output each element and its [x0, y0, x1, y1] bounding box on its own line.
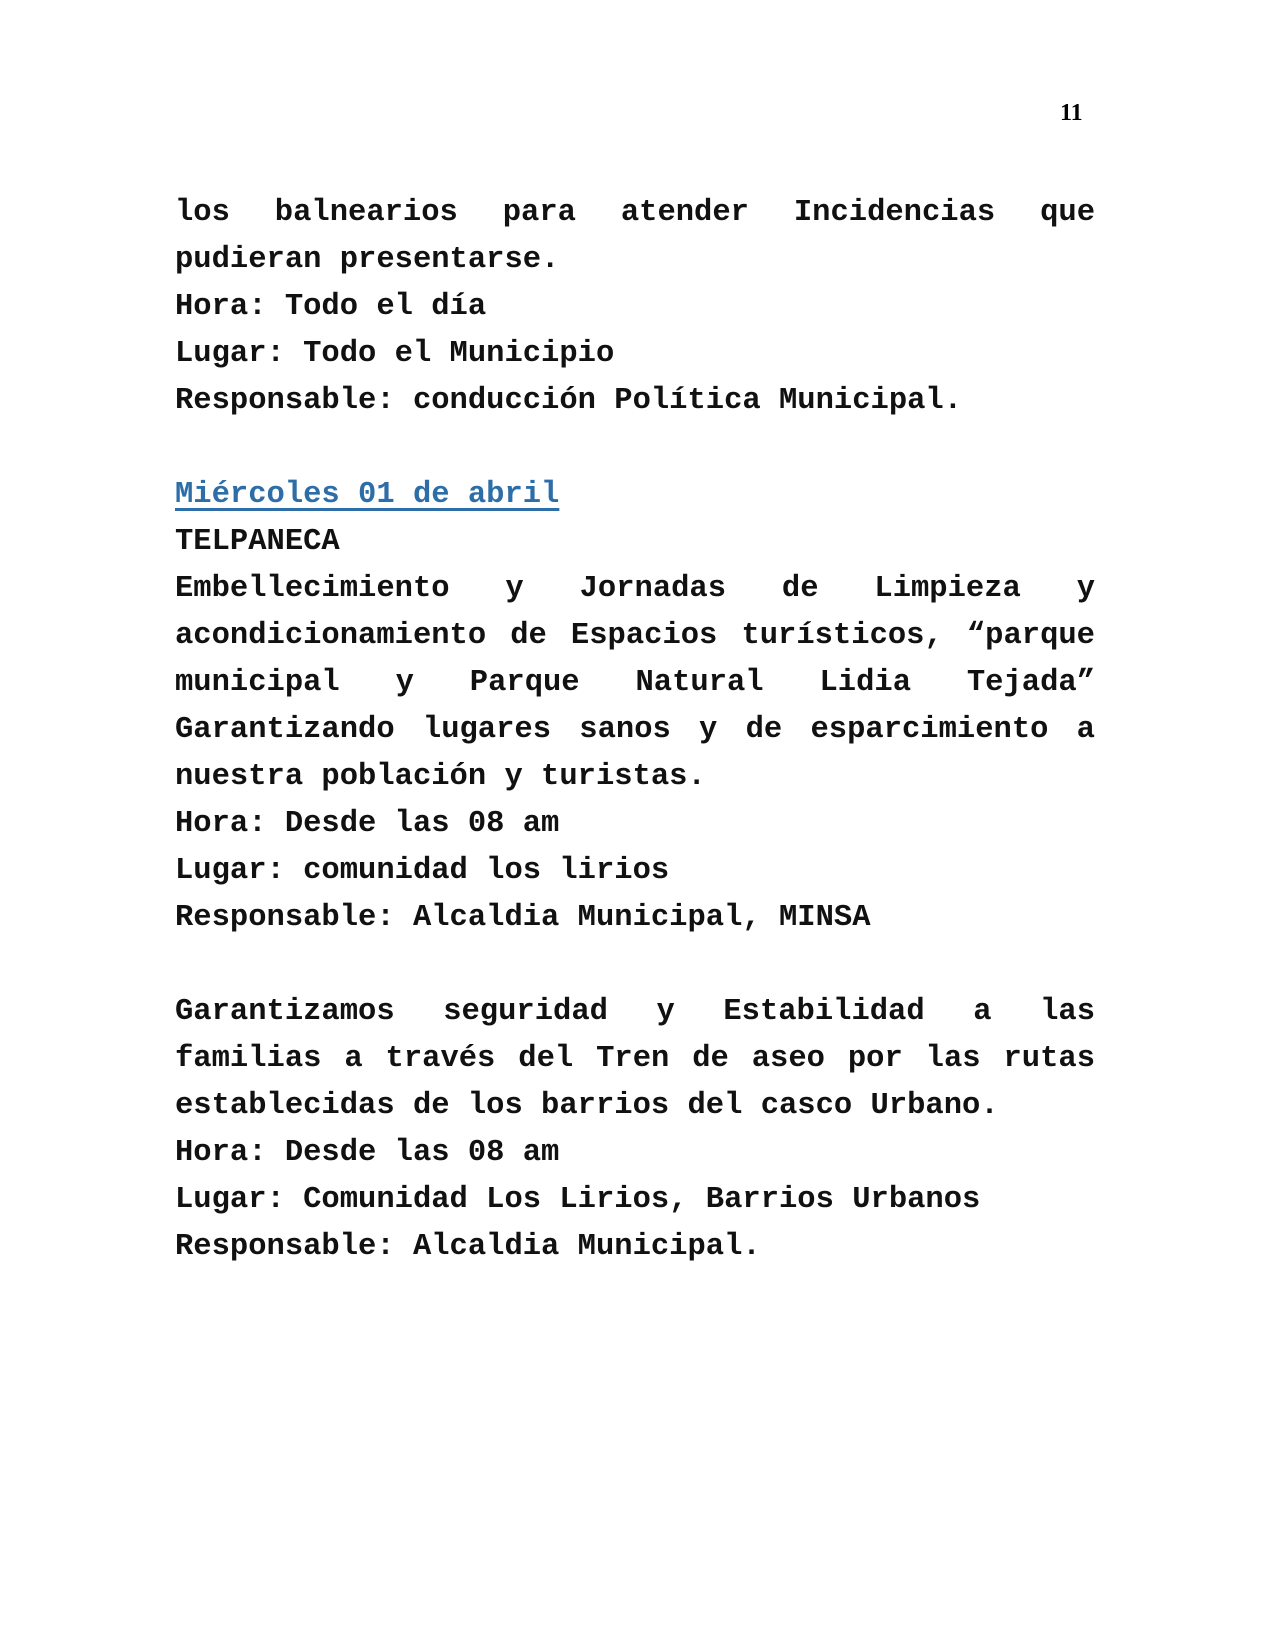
activity-2-hora: Hora: Desde las 08 am: [175, 1136, 560, 1170]
spacer: [175, 425, 1095, 472]
activity-1-text: Embellecimiento y Jornadas de Limpieza y acondicionamiento de Espacios turísticos, “parque municipal y Parque Natural Lidia Tejada” Garantizando lugares sanos y de esparcimiento a nuestra población y turistas.: [175, 572, 1095, 794]
continuation-hora: Hora: Todo el día: [175, 290, 487, 324]
spacer: [175, 942, 1095, 989]
continuation-text: los balnearios para atender Incidencias que pudieran presentarse.: [175, 196, 1095, 277]
activity-2-lugar: Lugar: Comunidad Los Lirios, Barrios Urbanos: [175, 1183, 981, 1217]
page-number: 11: [1060, 100, 1083, 126]
activity-1-lugar: Lugar: comunidad los lirios: [175, 854, 670, 888]
activity-1-hora: Hora: Desde las 08 am: [175, 807, 560, 841]
document-body: [175, 190, 1095, 1271]
activity-2-text: Garantizamos seguridad y Estabilidad a las familias a través del Tren de aseo por las rutas establecidas de los barrios del casco Urbano.: [175, 995, 1095, 1123]
activity-2-responsable: Responsable: Alcaldia Municipal.: [175, 1230, 761, 1264]
location-title: TELPANECA: [175, 525, 340, 559]
date-heading: Miércoles 01 de abril: [175, 478, 560, 512]
activity-1-responsable: Responsable: Alcaldia Municipal, MINSA: [175, 901, 871, 935]
continuation-responsable: Responsable: conducción Política Municipal.: [175, 384, 963, 418]
continuation-lugar: Lugar: Todo el Municipio: [175, 337, 615, 371]
